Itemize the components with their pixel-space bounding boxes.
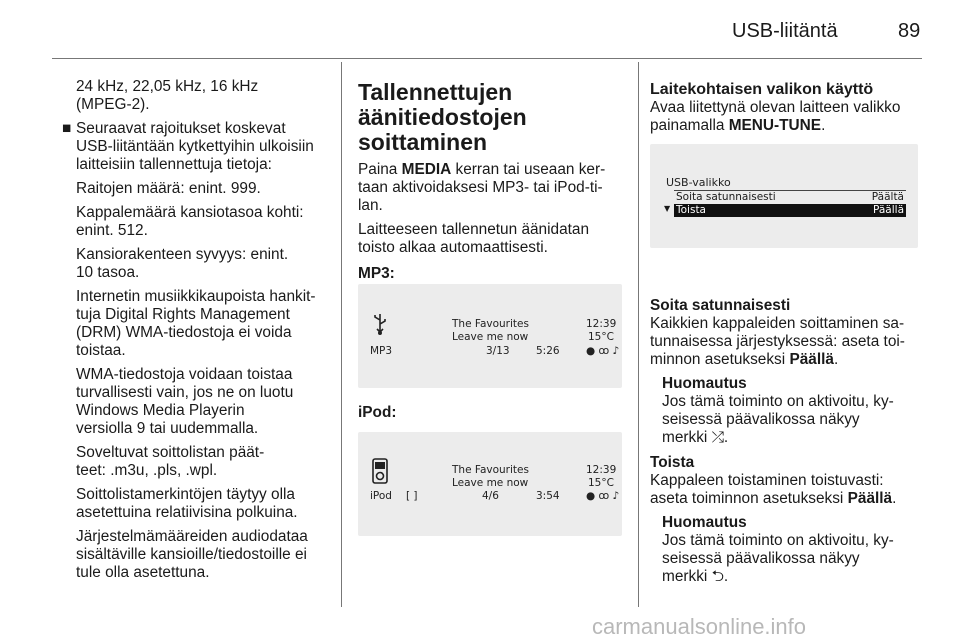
format-text: 24 kHz, 22,05 kHz, 16 kHz (MPEG-2). — [76, 78, 259, 113]
ipod-label: iPod: — [358, 404, 397, 421]
mp3-display-screen — [358, 284, 622, 388]
ipod-display-screen — [358, 432, 622, 536]
menu-row-label: Toista — [676, 204, 706, 216]
ipod-temperature: 15°C — [588, 477, 614, 489]
restriction-paragraph: WMA-tiedostoja voidaan toistaa turvallisesti vain, jos ne on luotu Windows Media Playerin versiolla 9 tai uudemmalla. — [76, 366, 294, 437]
menu-intro: Avaa liitettynä olevan laitteen valikko painamalla MENU-TUNE. — [650, 99, 901, 134]
restriction-paragraph: Järjestelmämääreiden audiodataa sisältäville kansioille/tiedostoille ei tule olla asetettuna. — [76, 528, 308, 581]
ipod-brackets: [ ] — [406, 490, 418, 502]
repeat-icon: ⮌ — [711, 568, 724, 585]
shuffle-heading: Soita satunnaisesti — [650, 297, 791, 314]
column-3 — [650, 80, 925, 141]
ipod-status-icons: ● ꝏ ♪ — [586, 490, 620, 502]
usb-icon — [372, 312, 388, 336]
page-number: 89 — [898, 20, 921, 42]
column-divider-right — [638, 62, 639, 607]
repeat-heading: Toista — [650, 454, 695, 471]
menu-row-label: Soita satunnaisesti — [676, 191, 776, 203]
menu-row-value: Päältä — [871, 191, 904, 203]
watermark: carmanualsonline.info — [592, 614, 807, 639]
menu-cursor-icon: ▼ — [664, 204, 671, 213]
column-3-lower — [650, 296, 925, 592]
ipod-track-position: 4/6 — [482, 490, 499, 502]
mp3-track-name: Leave me now — [452, 331, 529, 343]
menu-row-shuffle[interactable] — [674, 190, 906, 205]
shuffle-description: Kaikkien kappaleiden soittaminen sa- tunnaisessa järjestyksessä: aseta toi- minnon asetukseksi Päällä. — [650, 315, 905, 368]
mp3-source-label: MP3 — [370, 345, 393, 357]
ipod-source-label: iPod — [370, 490, 392, 502]
menu-section-heading: Laitekohtaisen valikon käyttö — [650, 81, 874, 98]
ipod-clock: 12:39 — [586, 464, 617, 476]
header-rule — [52, 58, 922, 59]
note-title: Huomautus — [662, 375, 747, 392]
ipod-icon — [372, 458, 388, 484]
restriction-paragraph: Kansiorakenteen syvyys: enint. 10 tasoa. — [76, 246, 289, 281]
note-title: Huomautus — [662, 514, 747, 531]
restriction-paragraph: Kappalemäärä kansiotasoa kohti: enint. 512. — [76, 204, 304, 239]
repeat-description: Kappaleen toistaminen toistuvasti: aseta toiminnon asetukseksi Päällä. — [650, 472, 897, 507]
restriction-paragraph: Soittolistamerkintöjen täytyy olla asetettuina relatiivisina polkuina. — [76, 486, 298, 521]
column-1 — [60, 78, 328, 588]
shuffle-note — [650, 375, 925, 447]
column-2 — [358, 80, 624, 289]
mp3-status-icons: ● ꝏ ♪ — [586, 345, 620, 357]
ipod-elapsed-time: 3:54 — [536, 490, 560, 502]
note-text: Jos tämä toiminto on aktivoitu, ky- seisessä päävalikossa näkyy merkki ⤮. — [662, 393, 894, 446]
menu-tune-key: MENU-TUNE — [728, 117, 822, 134]
mp3-temperature: 15°C — [588, 331, 614, 343]
mp3-clock: 12:39 — [586, 318, 617, 330]
media-instruction: Paina MEDIA kerran tai useaan ker- taan aktivoidaksesi MP3- tai iPod-ti- lan. — [358, 161, 606, 214]
mp3-album-title: The Favourites — [452, 318, 529, 330]
restriction-paragraph: Raitojen määrä: enint. 999. — [76, 180, 261, 197]
restriction-paragraph: Soveltuvat soittolistan päät- teet: .m3u, .pls, .wpl. — [76, 444, 265, 479]
mp3-elapsed-time: 5:26 — [536, 345, 560, 357]
usb-menu-title: USB-valikko — [666, 176, 731, 189]
bullet-item: ■ Seuraavat rajoitukset koskevat USB-liitäntään kytkettyihin ulkoisiin laitteisiin tallennettuja tietoja: — [62, 120, 314, 173]
ipod-track-name: Leave me now — [452, 477, 529, 489]
note-text: Jos tämä toiminto on aktivoitu, ky- seisessä päävalikossa näkyy merkki ⮌. — [662, 532, 894, 585]
ipod-album-title: The Favourites — [452, 464, 529, 476]
page-header-title: USB-liitäntä — [732, 20, 838, 42]
usb-menu-screen — [650, 144, 918, 248]
menu-row-repeat[interactable] — [674, 204, 906, 217]
repeat-note — [650, 514, 925, 586]
restriction-paragraph: Internetin musiikkikaupoista hankit- tuja Digital Rights Management (DRM) WMA-tiedostoja ei voida toistaa. — [76, 288, 316, 359]
media-key: MEDIA — [401, 161, 452, 178]
mp3-label: MP3: — [358, 265, 395, 282]
restriction-list — [60, 180, 328, 582]
section-heading: Tallennettujen äänitiedostojen soittaminen — [358, 79, 527, 155]
autoplay-text: Laitteeseen tallennetun äänidatan toisto alkaa automaattisesti. — [358, 221, 590, 256]
menu-row-value: Päällä — [873, 204, 904, 216]
shuffle-icon: ⤮ — [711, 429, 724, 446]
bullet-square-icon: ■ — [62, 120, 72, 137]
usb-menu-list — [664, 190, 908, 218]
mp3-track-position: 3/13 — [486, 345, 510, 357]
column-divider-left — [341, 62, 342, 607]
